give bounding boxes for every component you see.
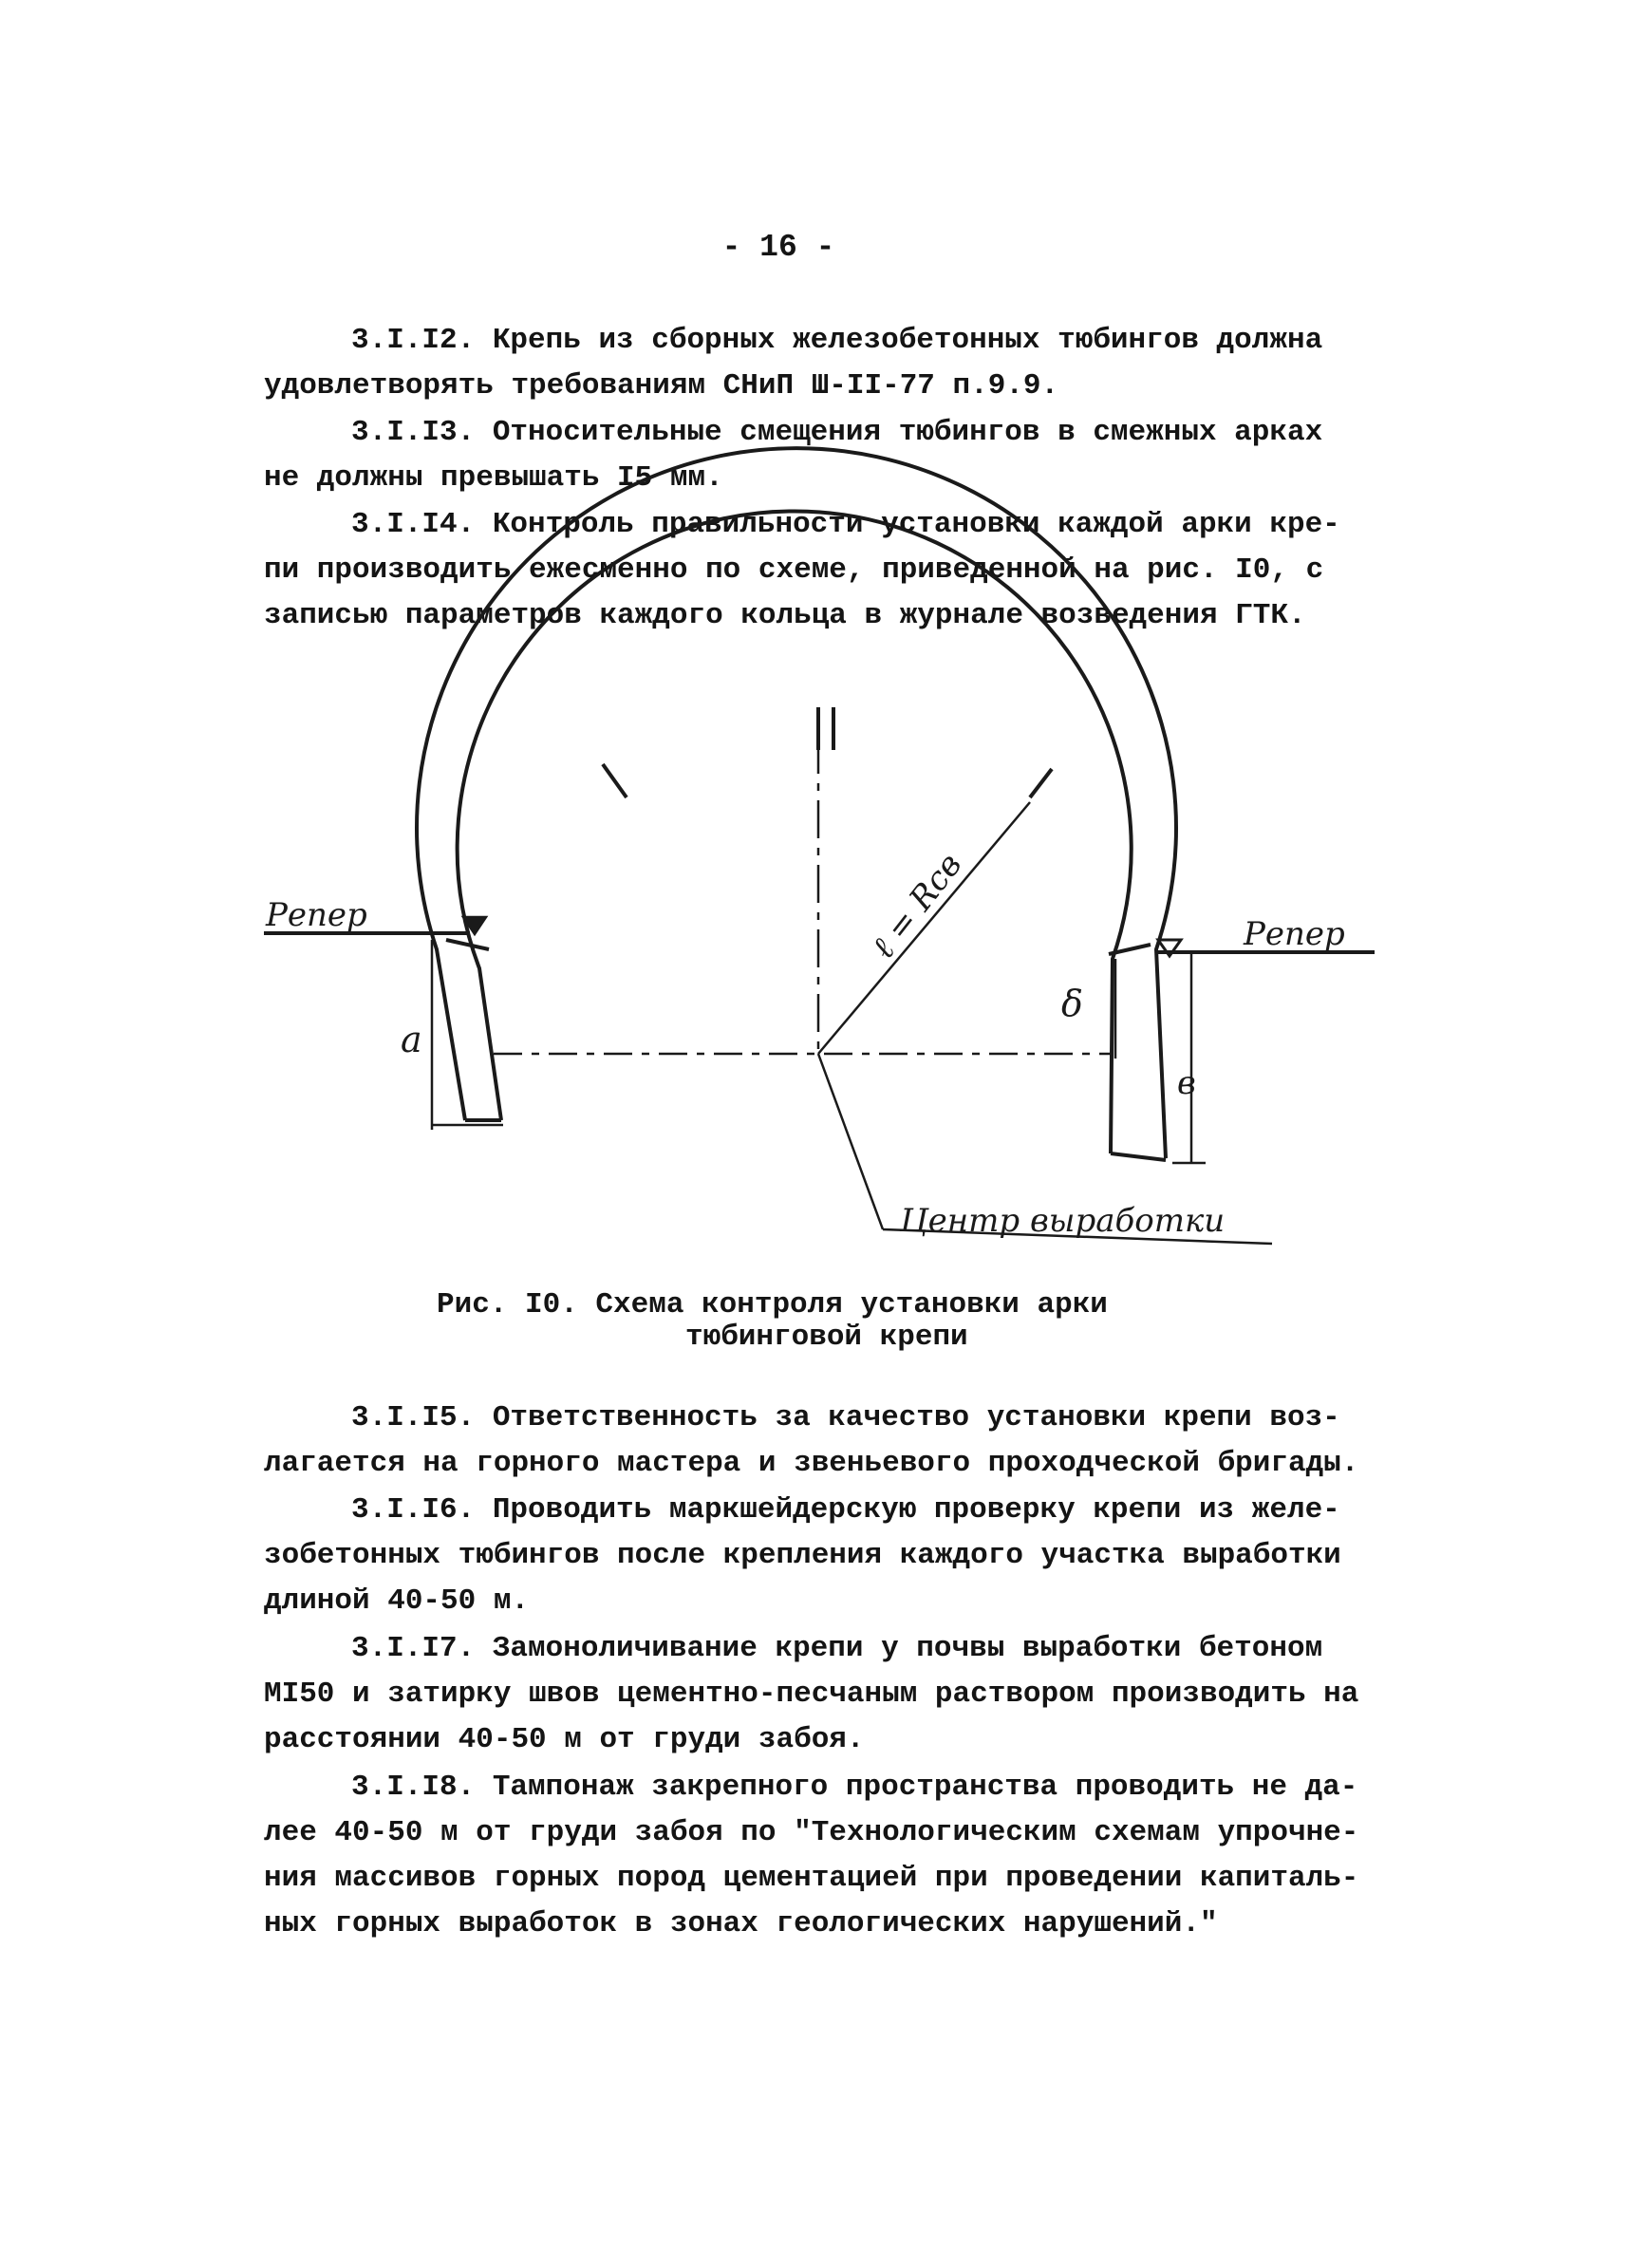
paragraph-line: расстоянии 40-50 м от груди забоя.: [264, 1723, 865, 1756]
paragraph-line: ных горных выработок в зонах геологических нарушений.": [264, 1907, 1218, 1940]
arch-inner: [458, 511, 1132, 1153]
dimension-b-label: в: [1177, 1064, 1196, 1102]
paragraph-line: 3.I.I4. Контроль правильности установки каждой арки кре-: [351, 508, 1340, 541]
paragraph-line: ния массивов горных пород цементацией при проведении капиталь-: [264, 1862, 1359, 1895]
paragraph-line: зобетонных тюбингов после крепления каждого участка выработки: [264, 1539, 1341, 1572]
arch-right-foot: [1111, 1153, 1166, 1160]
radius-label: ℓ = Rсв: [864, 846, 970, 966]
paragraph-line: лагается на горного мастера и звеньевого проходческой бригады.: [264, 1447, 1359, 1480]
paragraph-line: 3.I.I7. Замоноличивание крепи у почвы выработки бетоном: [351, 1632, 1323, 1665]
figure-caption: [437, 1289, 1196, 1354]
paragraph-3-1-18: [264, 1765, 1384, 1947]
paragraph-line: 3.I.I5. Ответственность за качество установки крепи воз-: [351, 1401, 1340, 1434]
dimension-delta-label: δ: [1061, 983, 1083, 1024]
arch-outer: [417, 448, 1176, 1158]
dimension-a-label: a: [401, 1019, 422, 1060]
paragraph-line: 3.I.I2. Крепь из сборных железобетонных тюбингов должна: [351, 324, 1323, 357]
paragraph-line: 3.I.I3. Относительные смещения тюбингов в смежных арках: [351, 416, 1323, 449]
paragraph-line: удовлетворять требованиям СНиП Ш-II-77 п.9.9.: [264, 369, 1059, 403]
segment-joint: [603, 764, 627, 797]
paragraph-line: длиной 40-50 м.: [264, 1584, 530, 1618]
paragraph-3-1-17: [264, 1626, 1384, 1763]
page-number: - 16 -: [721, 230, 835, 265]
paragraph-line: 3.I.I6. Проводить маркшейдерскую проверку крепи из желе-: [351, 1493, 1340, 1527]
paragraph-3-1-16: [264, 1488, 1384, 1624]
paragraph-line: 3.I.I8. Тампонаж закрепного пространства проводить не да-: [351, 1771, 1358, 1804]
reper-left-label: Репер: [266, 896, 367, 934]
segment-joint: [1030, 769, 1052, 797]
paragraph-line: МI50 и затирку швов цементно-песчаным раствором производить на: [264, 1678, 1359, 1711]
paragraph-line: лее 40-50 м от груди забоя по "Технологическим схемам упрочне-: [264, 1816, 1359, 1849]
segment-joint: [446, 940, 489, 949]
figure-caption-line: тюбинговой крепи: [685, 1321, 968, 1354]
paragraph-line: не должны превышать I5 мм.: [264, 461, 723, 495]
paragraph-line: пи производить ежесменно по схеме, приведенной на рис. I0, с: [264, 553, 1324, 587]
paragraph-line: записью параметров каждого кольца в журнале возведения ГТК.: [264, 599, 1306, 632]
center-leader: [818, 1054, 883, 1229]
reper-right-label: Репер: [1244, 915, 1345, 953]
paragraph-3-1-15: [264, 1396, 1384, 1487]
figure-caption-line: Рис. I0. Схема контроля установки арки: [437, 1288, 1108, 1321]
center-label: Центр выработки: [900, 1202, 1226, 1240]
radius-line: [818, 802, 1030, 1054]
